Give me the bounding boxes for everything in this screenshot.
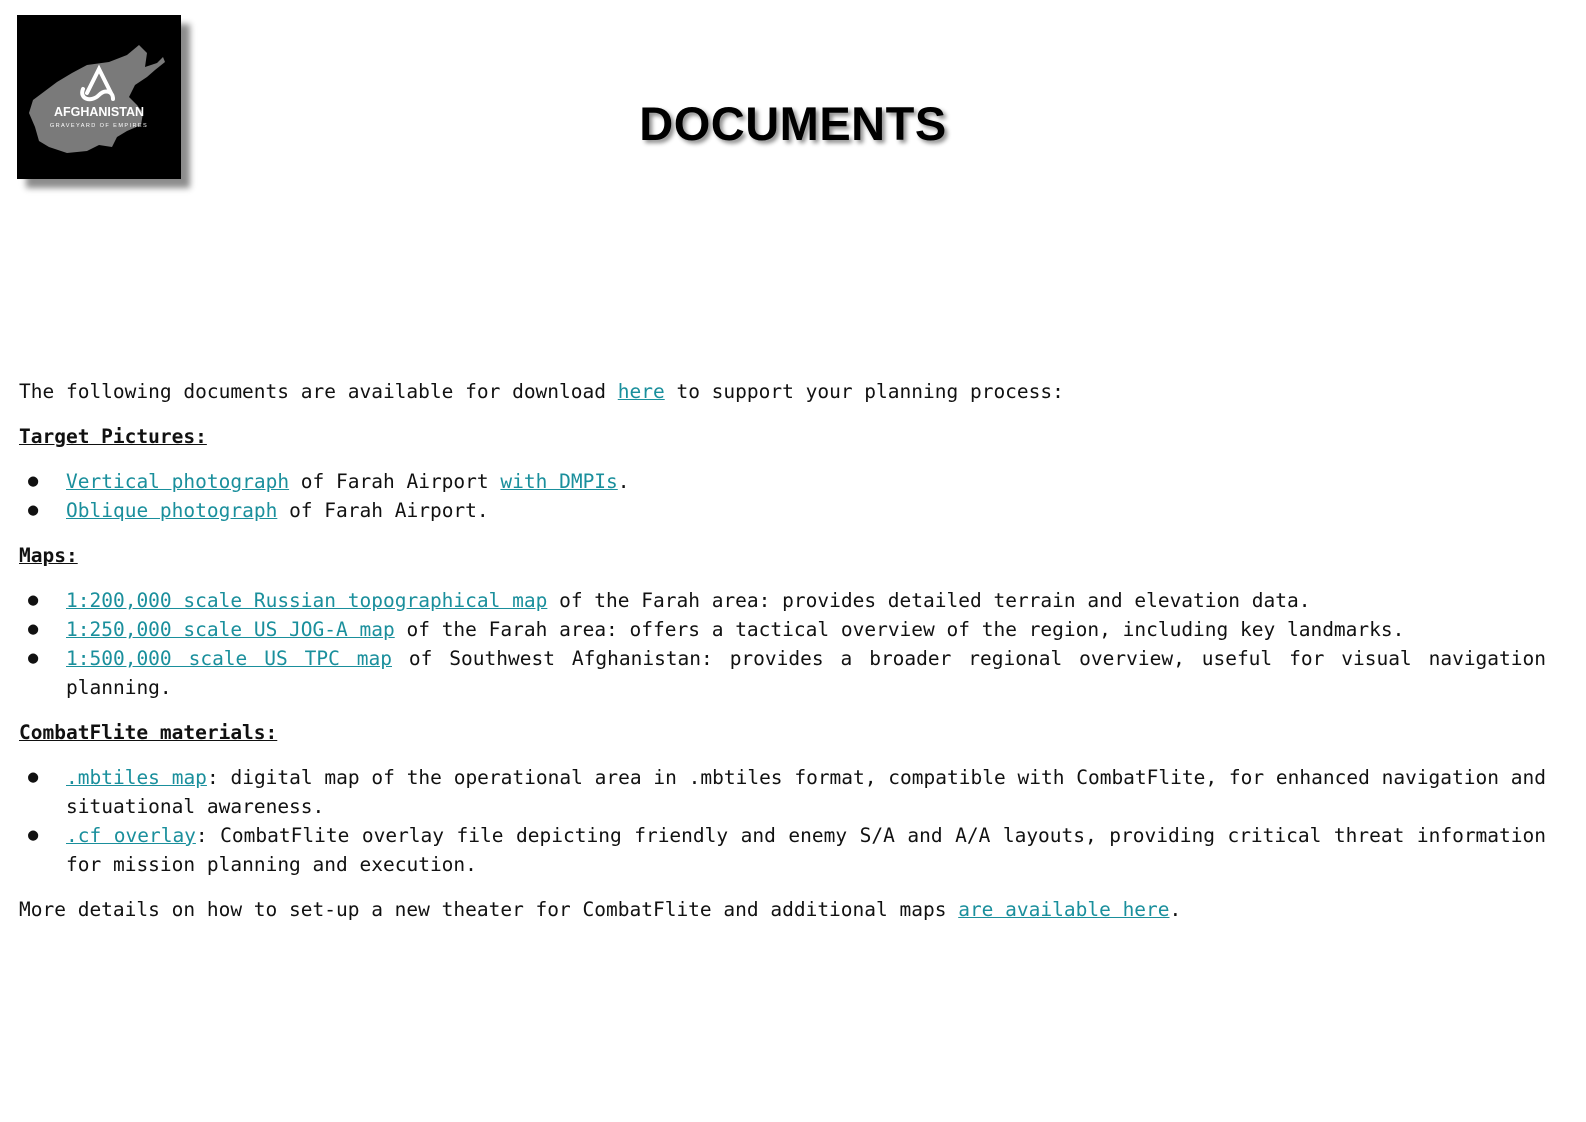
logo-title: AFGHANISTAN xyxy=(53,105,145,119)
list-item: ● 1:250,000 scale US JOG-A map of the Farah area: offers a tactical overview of the region, including key landmarks. xyxy=(19,615,1546,644)
documents-content xyxy=(19,377,1546,940)
with-dmpis-link[interactable]: with DMPIs xyxy=(500,470,618,493)
us-jog-a-map-link[interactable]: 1:250,000 scale US JOG-A map xyxy=(66,618,395,641)
list-item: ● 1:500,000 scale US TPC map of Southwest Afghanistan: provides a broader regional overview, useful for visual navigation planning. xyxy=(19,644,1546,702)
section-heading-maps: Maps: xyxy=(19,544,78,567)
list-item: ● 1:200,000 scale Russian topographical map of the Farah area: provides detailed terrain and elevation data. xyxy=(19,586,1546,615)
cf-overlay-link[interactable]: .cf overlay xyxy=(66,824,196,847)
russian-topo-map-link[interactable]: 1:200,000 scale Russian topographical map xyxy=(66,589,548,612)
footer-paragraph: More details on how to set-up a new theater for CombatFlite and additional maps are available here. xyxy=(19,898,1182,921)
list-item: ● Vertical photograph of Farah Airport with DMPIs. xyxy=(19,467,1546,496)
available-here-link[interactable]: are available here xyxy=(958,898,1170,921)
page-title: DOCUMENTS xyxy=(639,97,947,150)
us-tpc-map-link[interactable]: 1:500,000 scale US TPC map xyxy=(66,647,392,670)
section-heading-combatflite: CombatFlite materials: xyxy=(19,721,278,744)
target-pictures-list xyxy=(19,467,1546,525)
oblique-photograph-link[interactable]: Oblique photograph xyxy=(66,499,278,522)
vertical-photograph-link[interactable]: Vertical photograph xyxy=(66,470,290,493)
mbtiles-map-link[interactable]: .mbtiles map xyxy=(66,766,207,789)
section-heading-target-pictures: Target Pictures: xyxy=(19,425,207,448)
download-here-link[interactable]: here xyxy=(617,380,665,403)
combatflite-list xyxy=(19,763,1546,879)
list-item: ● .mbtiles map: digital map of the operational area in .mbtiles format, compatible with CombatFlite, for enhanced navigation and situational awareness. xyxy=(19,763,1546,821)
list-item: ● Oblique photograph of Farah Airport. xyxy=(19,496,1546,525)
list-item: ● .cf overlay: CombatFlite overlay file depicting friendly and enemy S/A and A/A layouts, providing critical threat information for mission planning and execution. xyxy=(19,821,1546,879)
maps-list xyxy=(19,586,1546,702)
logo-subtitle: GRAVEYARD OF EMPIRES xyxy=(49,123,149,129)
intro-paragraph: The following documents are available for download here to support your planning process: xyxy=(19,380,1064,403)
